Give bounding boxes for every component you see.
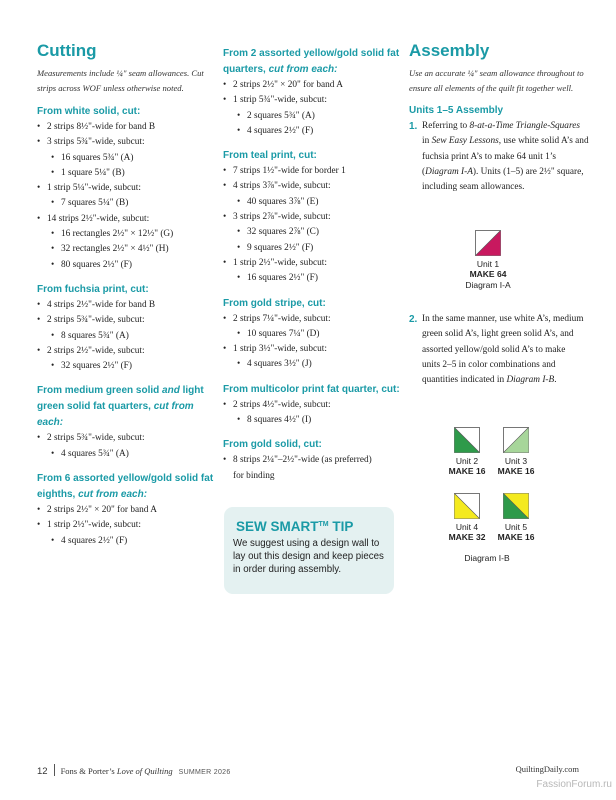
cutting-list-item: • 1 strip 2½"-wide, subcut: (223, 256, 401, 271)
step-2: 2. In the same manner, use white A’s, medium green solid A’s, light green solid A’s, and assorted yellow/gold solid A’s to make units 2–5 in color combinations and quantities indicated in Diagram I-B. (409, 314, 584, 386)
unit-3 (486, 427, 546, 476)
cutting-list-item: • 16 squares 5¾" (A) (37, 151, 215, 166)
cutting-column-1 (37, 40, 215, 549)
cutting-list-item: • 2 strips 7¼"-wide, subcut: (223, 312, 401, 327)
assembly-note: Use an accurate ¼" seam allowance throughout to ensure all elements of the quilt fit together well. (409, 68, 584, 93)
unit-2-make: MAKE 16 (448, 466, 486, 476)
cutting-list (37, 503, 215, 549)
cutting-list (223, 453, 401, 484)
cutting-list-item: • 4 strips 3⅞"-wide, subcut: (223, 179, 401, 194)
cutting-list-item: • 2 strips 8½"-wide for band B (37, 120, 215, 135)
cutting-list-item: • 4 squares 2½" (F) (223, 124, 401, 139)
cutting-subheading: From gold solid, cut: (223, 439, 322, 451)
cutting-list-item: • 1 strip 2½"-wide, subcut: (37, 518, 215, 533)
unit-3-label: Unit 3 (504, 456, 528, 466)
cutting-list-item: • 3 strips 2⅞"-wide, subcut: (223, 210, 401, 225)
magazine-name-italic: Love of Quilting (116, 766, 173, 776)
unit-4-block (454, 493, 480, 519)
cutting-list-item: • 1 square 5¼" (B) (37, 166, 215, 181)
cutting-list-item: • 8 strips 2¼"–2½"-wide (as preferred) (223, 453, 401, 468)
cutting-title: Cutting (37, 41, 97, 60)
issue-season: SUMMER 2026 (178, 769, 231, 776)
unit-5-block (503, 493, 529, 519)
cutting-list-item: • 4 squares 3½" (J) (223, 357, 401, 372)
tip-title: SEW SMART™ TIP (236, 519, 354, 534)
cutting-subheading: From multicolor print fat quarter, cut: (223, 383, 400, 395)
watermark: FassionForum.ru (536, 779, 612, 790)
footer-divider (54, 764, 55, 776)
cutting-list-item: • 2 squares 5¾" (A) (223, 109, 401, 124)
unit-1-block (475, 230, 501, 256)
cutting-list-item: • 80 squares 2½" (F) (37, 258, 215, 273)
cutting-list-item: • 14 strips 2½"-wide, subcut: (37, 212, 215, 227)
unit-1-make: MAKE 64 (469, 269, 507, 279)
unit-3-make: MAKE 16 (497, 466, 535, 476)
cutting-note: Measurements include ¼" seam allowances. Cut strips across WOF unless otherwise noted. (37, 68, 204, 93)
step-1: 1. Referring to 8-at-a-Time Triangle-Squares in Sew Easy Lessons, use white solid A’s and fuchsia print A’s to make 64 unit 1’s (Diagram I-A). Units (1–5) are 2½" square, including seam allowances. (409, 121, 589, 193)
cutting-list-item: • 2 strips 2½" × 20" for band A (223, 78, 401, 93)
cutting-list-item: • 2 strips 4½"-wide, subcut: (223, 398, 401, 413)
cutting-list-item: • 16 squares 2½" (F) (223, 271, 401, 286)
cutting-subheading: From fuchsia print, cut: (37, 283, 149, 295)
unit-5-make: MAKE 16 (497, 532, 535, 542)
unit-4-make: MAKE 32 (448, 532, 486, 542)
cutting-list-item: • 32 squares 2⅞" (C) (223, 225, 401, 240)
unit-5-label: Unit 5 (504, 522, 528, 532)
cutting-list (37, 431, 215, 462)
page-footer (37, 764, 579, 776)
magazine-name-prefix: Fons & Porter’s (60, 766, 115, 776)
diagram-i-a (448, 230, 528, 290)
cutting-list (223, 164, 401, 286)
cutting-column-2 (223, 46, 401, 484)
cutting-list-item: for binding (233, 470, 275, 481)
cutting-subheading: From 6 assorted yellow/gold solid fat eighths, cut from each: (37, 473, 214, 501)
unit-2-label: Unit 2 (455, 456, 479, 466)
page-number: 12 (37, 766, 48, 777)
cutting-subheading: From medium green solid and light green solid fat quarters, cut from each: (37, 385, 204, 429)
assembly-column (409, 40, 589, 195)
unit-1-label: Unit 1 (476, 259, 500, 269)
cutting-list-item: • 3 strips 5¾"-wide, subcut: (37, 135, 215, 150)
cutting-list-item: • 2 strips 5¾"-wide, subcut: (37, 313, 215, 328)
website-link[interactable]: QuiltingDaily.com (515, 764, 579, 774)
assembly-title: Assembly (409, 41, 490, 60)
cutting-list-item: • 32 squares 2½" (F) (37, 359, 215, 374)
cutting-subheading: From 2 assorted yellow/gold solid fat quarters, cut from each: (223, 48, 400, 75)
cutting-list (223, 312, 401, 373)
cutting-list-item: • 32 rectangles 2½" × 4½" (H) (37, 242, 215, 257)
cutting-subheading: From white solid, cut: (37, 106, 141, 117)
cutting-list (37, 120, 215, 273)
cutting-list-item: • 1 strip 3½"-wide, subcut: (223, 342, 401, 357)
diagram-i-a-caption: Diagram I-A (465, 280, 511, 290)
tip-text: We suggest using a design wall to lay out this design and keep pieces in order during assembly. (233, 538, 384, 576)
cutting-list-item: • 16 rectangles 2½" × 12½" (G) (37, 227, 215, 242)
cutting-list-item: • 2 strips 2½" × 20" for band A (37, 503, 215, 518)
cutting-list-item: • 2 strips 2½"-wide, subcut: (37, 344, 215, 359)
cutting-list (223, 398, 401, 429)
cutting-list-item: • 4 squares 2½" (F) (37, 534, 215, 549)
cutting-list-item: • 8 squares 4½" (I) (223, 413, 401, 428)
cutting-list-item: • 2 strips 5¾"-wide, subcut: (37, 431, 215, 446)
unit-2-block (454, 427, 480, 453)
unit-4-label: Unit 4 (455, 522, 479, 532)
sew-smart-tip-box (224, 507, 394, 594)
cutting-subheading: From teal print, cut: (223, 150, 317, 162)
cutting-list-item: • 10 squares 7¼" (D) (223, 327, 401, 342)
diagram-i-b-caption: Diagram I-B (464, 553, 510, 563)
cutting-list-item: • 40 squares 3⅞" (E) (223, 195, 401, 210)
cutting-list (37, 298, 215, 374)
cutting-list-item: • 1 strip 5¼"-wide, subcut: (37, 181, 215, 196)
cutting-list (223, 78, 401, 139)
cutting-list-item: • 9 squares 2½" (F) (223, 241, 401, 256)
cutting-list-item: • 7 strips 1½"-wide for border 1 (223, 164, 401, 179)
unit-5 (486, 493, 546, 542)
cutting-list-item: • 8 squares 5¾" (A) (37, 329, 215, 344)
units-heading: Units 1–5 Assembly (409, 105, 504, 116)
cutting-subheading: From gold stripe, cut: (223, 297, 326, 309)
cutting-list-item: • 7 squares 5¼" (B) (37, 196, 215, 211)
cutting-list-item: • 4 strips 2½"-wide for band B (37, 298, 215, 313)
cutting-list-item: • 4 squares 5¾" (A) (37, 447, 215, 462)
cutting-list-item: • 1 strip 5¾"-wide, subcut: (223, 93, 401, 108)
unit-3-block (503, 427, 529, 453)
